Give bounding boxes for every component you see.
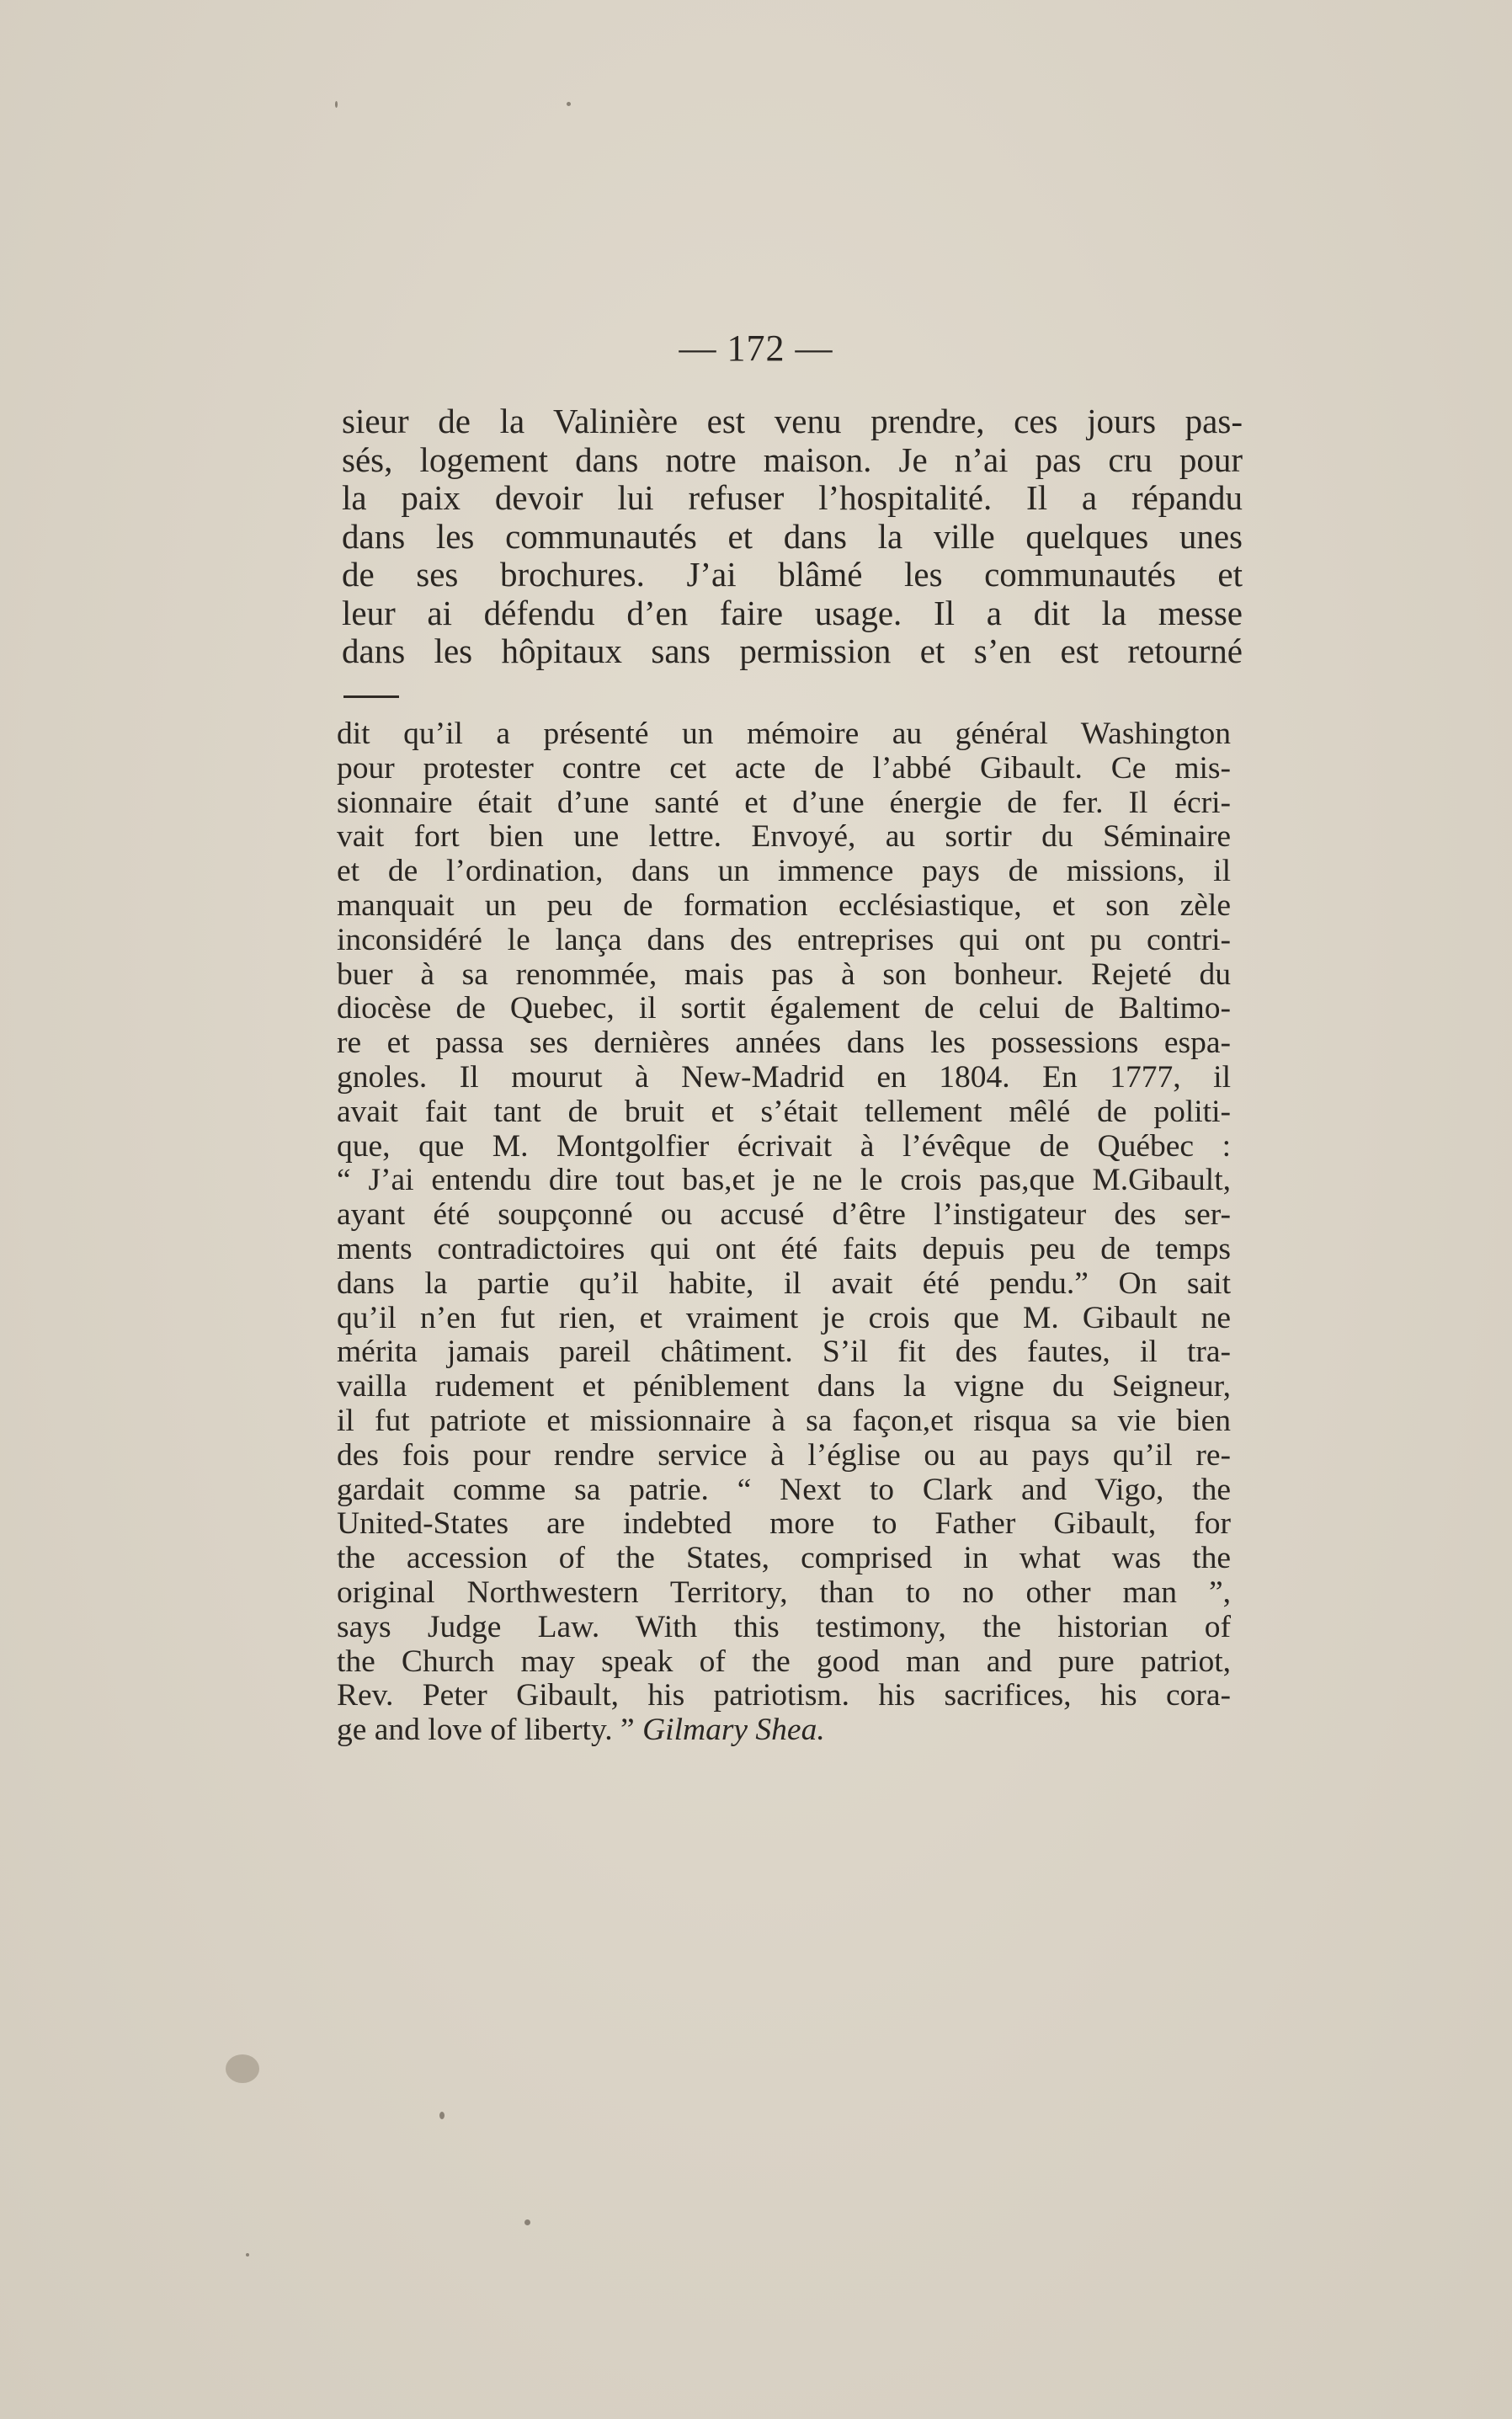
footnote-line: il fut patriote et missionnaire à sa façon,et risqua sa vie bien — [337, 1403, 1231, 1438]
footnote-line: says Judge Law. With this testimony, the historian of — [337, 1609, 1231, 1644]
footnote-line: dans la partie qu’il habite, il avait été pendu.” On sait — [337, 1265, 1231, 1301]
footnote — [337, 717, 1231, 1748]
footnote-line: ments contradictoires qui ont été faits depuis peu de temps — [337, 1231, 1231, 1266]
footnote-line: que, que M. Montgolfier écrivait à l’évêque de Québec : — [337, 1128, 1231, 1164]
footnote-separator — [343, 695, 399, 698]
footnote-line: qu’il n’en fut rien, et vraiment je crois que M. Gibault ne — [337, 1300, 1231, 1335]
footnote-line: re et passa ses dernières années dans les possessions espa- — [337, 1026, 1231, 1061]
paper-speck — [524, 2219, 530, 2225]
footnote-line: United-States are indebted more to Father Gibault, for — [337, 1506, 1231, 1542]
text-line: sés, logement dans notre maison. Je n’ai pas cru pour — [342, 440, 1243, 479]
footnote-closing-text: ge and love of liberty. ” — [337, 1713, 635, 1748]
footnote-line: et de l’ordination, dans un immence pays de missions, il — [337, 854, 1231, 889]
text-line: dans les communautés et dans la ville quelques unes — [342, 516, 1243, 556]
footnote-line: original Northwestern Territory, than to no other man ”, — [337, 1574, 1231, 1610]
footnote-line: gardait comme sa patrie. “ Next to Clark and Vigo, the — [337, 1472, 1231, 1507]
author-signature: Gilmary Shea. — [642, 1713, 825, 1748]
footnote-line: the Church may speak of the good man and pure patriot, — [337, 1644, 1231, 1679]
page-number: — 172 — — [679, 328, 833, 369]
footnote-line: ayant été soupçonné ou accusé d’être l’instigateur des ser- — [337, 1197, 1231, 1233]
footnote-line: avait fait tant de bruit et s’était tellement mêlé de politi- — [337, 1094, 1231, 1129]
paper-speck — [567, 102, 571, 106]
footnote-line: des fois pour rendre service à l’église ou au pays qu’il re- — [337, 1437, 1231, 1473]
text-line: de ses brochures. J’ai blâmé les communautés et — [342, 555, 1243, 594]
footnote-line: manquait un peu de formation ecclésiastique, et son zèle — [337, 887, 1231, 923]
footnote-line: pour protester contre cet acte de l’abbé Gibault. Ce mis- — [337, 750, 1231, 786]
paper-speck — [335, 101, 338, 108]
text-line: la paix devoir lui refuser l’hospitalité. Il a répandu — [342, 478, 1243, 517]
footnote-line: diocèse de Quebec, il sortit également de celui de Baltimo- — [337, 991, 1231, 1026]
footnote-last-line — [337, 1713, 1231, 1748]
text-line: leur ai défendu d’en faire usage. Il a dit la messe — [342, 593, 1243, 632]
footnote-line: “ J’ai entendu dire tout bas,et je ne le crois pas,que M.Gibault, — [337, 1163, 1231, 1198]
footnote-line: gnoles. Il mourut à New-Madrid en 1804. En 1777, il — [337, 1059, 1231, 1095]
footnote-line: buer à sa renommée, mais pas à son bonheur. Rejeté du — [337, 956, 1231, 992]
main-text — [342, 402, 1243, 671]
paper-speck — [439, 2112, 445, 2119]
text-line: dans les hôpitaux sans permission et s’en est retourné — [342, 631, 1243, 670]
footnote-line: vait fort bien une lettre. Envoyé, au sortir du Séminaire — [337, 819, 1231, 855]
paper-speck — [246, 2253, 249, 2256]
text-line: sieur de la Valinière est venu prendre, ces jours pas- — [342, 402, 1243, 440]
paper-stain — [226, 2054, 259, 2083]
footnote-line: Rev. Peter Gibault, his patriotism. his sacrifices, his cora- — [337, 1678, 1231, 1713]
footnote-line: dit qu’il a présenté un mémoire au général Washington — [337, 717, 1231, 751]
footnote-line: vailla rudement et péniblement dans la vigne du Seigneur, — [337, 1369, 1231, 1404]
footnote-line: mérita jamais pareil châtiment. S’il fit des fautes, il tra- — [337, 1335, 1231, 1370]
footnote-line: the accession of the States, comprised in what was the — [337, 1541, 1231, 1576]
footnote-line: inconsidéré le lança dans des entreprises qui ont pu contri- — [337, 922, 1231, 957]
footnote-line: sionnaire était d’une santé et d’une énergie de fer. Il écri- — [337, 785, 1231, 820]
